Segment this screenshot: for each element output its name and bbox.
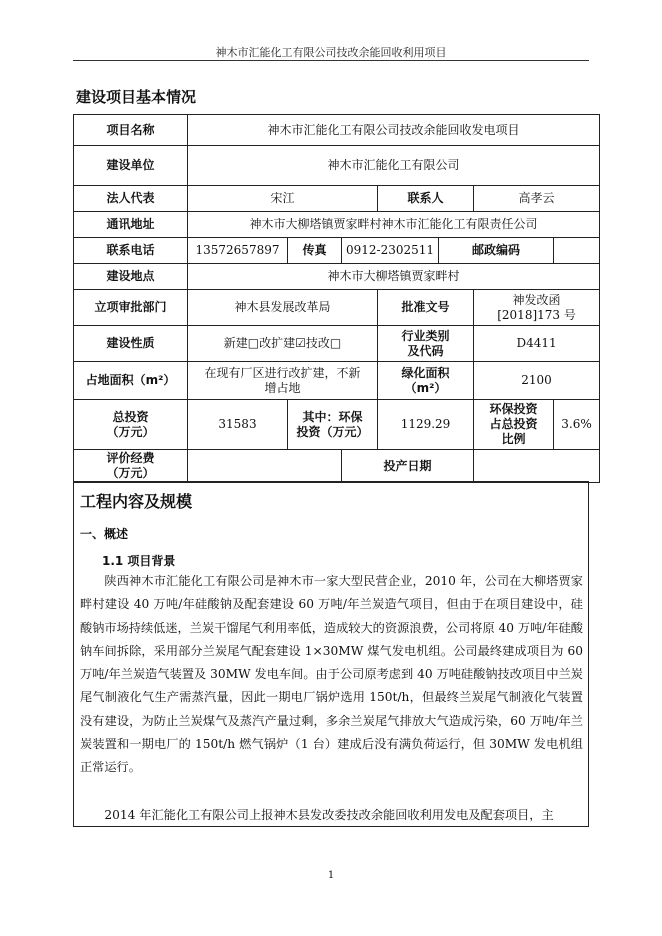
industry-label-line1: 行业类别	[401, 328, 450, 343]
eval-fee-label	[74, 450, 188, 483]
eval-fee-label-line1: 评价经费	[106, 451, 155, 465]
approval-no-line2: [2018]173 号	[497, 307, 576, 322]
nature-label: 建设性质	[74, 326, 188, 362]
legal-rep-label: 法人代表	[74, 186, 188, 212]
background-heading: 1.1 项目背景	[102, 554, 176, 568]
page-number: 1	[327, 870, 335, 881]
industry-label	[378, 326, 474, 362]
project-info-table	[73, 114, 600, 483]
approval-no-value	[474, 290, 600, 326]
phone-label: 联系电话	[74, 238, 188, 264]
invest-value: 31583	[188, 400, 288, 450]
green-label-line2: （m²）	[404, 380, 447, 395]
industry-code-value: D4411	[474, 326, 600, 362]
invest-label-line2: （万元）	[106, 424, 155, 439]
env-ratio-label-line2: 占总投资	[489, 417, 538, 431]
prod-date-label: 投产日期	[342, 450, 474, 483]
area-line2: 增占地	[264, 380, 301, 395]
env-invest-label-line1: 其中：环保	[302, 409, 363, 424]
contact-label: 联系人	[378, 186, 474, 212]
env-ratio-value: 3.6%	[554, 400, 600, 450]
fax-value: 0912-2302511	[342, 238, 439, 264]
approval-dept-value: 神木县发展改革局	[188, 290, 378, 326]
fax-label: 传真	[288, 238, 342, 264]
env-ratio-label-line1: 环保投资	[489, 402, 538, 416]
approval-no-label: 批准文号	[378, 290, 474, 326]
background-paragraph-2: 2014 年汇能化工有限公司上报神木县发改委技改余能回收利用发电及配套项目，主	[104, 808, 554, 822]
env-invest-label-line2: 投资（万元）	[296, 424, 369, 439]
eval-fee-label-line2: （万元）	[106, 466, 155, 480]
area-value	[188, 362, 378, 400]
builder-value: 神木市汇能化工有限公司	[188, 146, 600, 186]
location-label: 建设地点	[74, 264, 188, 290]
address-value: 神木市大柳塔镇贾家畔村神木市汇能化工有限责任公司	[188, 212, 600, 238]
industry-label-line2: 及代码	[407, 343, 444, 358]
header-divider	[73, 60, 589, 61]
overview-heading: 一、概述	[80, 527, 129, 541]
env-invest-value: 1129.29	[378, 400, 474, 450]
approval-dept-label: 立项审批部门	[74, 290, 188, 326]
green-label-line1: 绿化面积	[401, 365, 450, 380]
location-value: 神木市大柳塔镇贾家畔村	[188, 264, 600, 290]
approval-no-line1: 神发改函	[512, 292, 561, 307]
scope-title: 工程内容及规模	[80, 492, 193, 511]
env-invest-label	[288, 400, 378, 450]
invest-label	[74, 400, 188, 450]
green-area-value: 2100	[474, 362, 600, 400]
contact-value: 高孝云	[474, 186, 600, 212]
background-paragraph-1: 陕西神木市汇能化工有限公司是神木市一家大型民营企业，2010 年，公司在大柳塔贾家畔村建设 40 万吨/年硅酸钠及配套建设 60 万吨/年兰炭造气项目，但由于在项目建设中，硅酸钠市场持续低迷，兰炭干馏尾气利用率低，造成较大的资源浪费，公司将原 40 万吨/年硅酸钠车间拆除，采用部分兰炭尾气配套建设 1×30MW 煤气发电机组。公司最终建成项目为 60 万吨/年兰炭造气装置及 30MW 发电车间。由于公司原考虑到 40 万吨硅酸钠技改项目中兰炭尾气制液化气生产需蒸汽量，因此一期电厂锅炉选用 150t/h，但最终兰炭尾气制液化气装置没有建设，为防止兰炭煤气及蒸汽产量过剩，多余兰炭尾气排放大气造成污染，60 万吨/年兰炭装置和一期电厂的 150t/h 燃气锅炉（1 台）建成后没有满负荷运行，但 30MW 发电机组正常运行。	[80, 574, 583, 775]
postcode-value	[554, 238, 600, 264]
section-title: 建设项目基本情况	[76, 88, 197, 106]
legal-rep-value: 宋江	[188, 186, 378, 212]
eval-fee-value	[188, 450, 342, 483]
project-name-value: 神木市汇能化工有限公司技改余能回收发电项目	[188, 115, 600, 146]
invest-label-line1: 总投资	[112, 409, 149, 424]
postcode-label: 邮政编码	[439, 238, 554, 264]
env-ratio-label-line3: 比例	[501, 432, 526, 446]
project-name-label: 项目名称	[74, 115, 188, 146]
project-scope-box	[73, 481, 589, 827]
prod-date-value	[474, 450, 600, 483]
phone-value: 13572657897	[188, 238, 288, 264]
green-area-label	[378, 362, 474, 400]
builder-label: 建设单位	[74, 146, 188, 186]
page-header: 神木市汇能化工有限公司技改余能回收利用项目	[215, 46, 447, 59]
nature-value: 新建□改扩建☑技改□	[188, 326, 378, 362]
area-label: 占地面积（m²）	[74, 362, 188, 400]
address-label: 通讯地址	[74, 212, 188, 238]
area-line1: 在现有厂区进行改扩建，不新	[204, 365, 361, 380]
env-ratio-label	[474, 400, 554, 450]
